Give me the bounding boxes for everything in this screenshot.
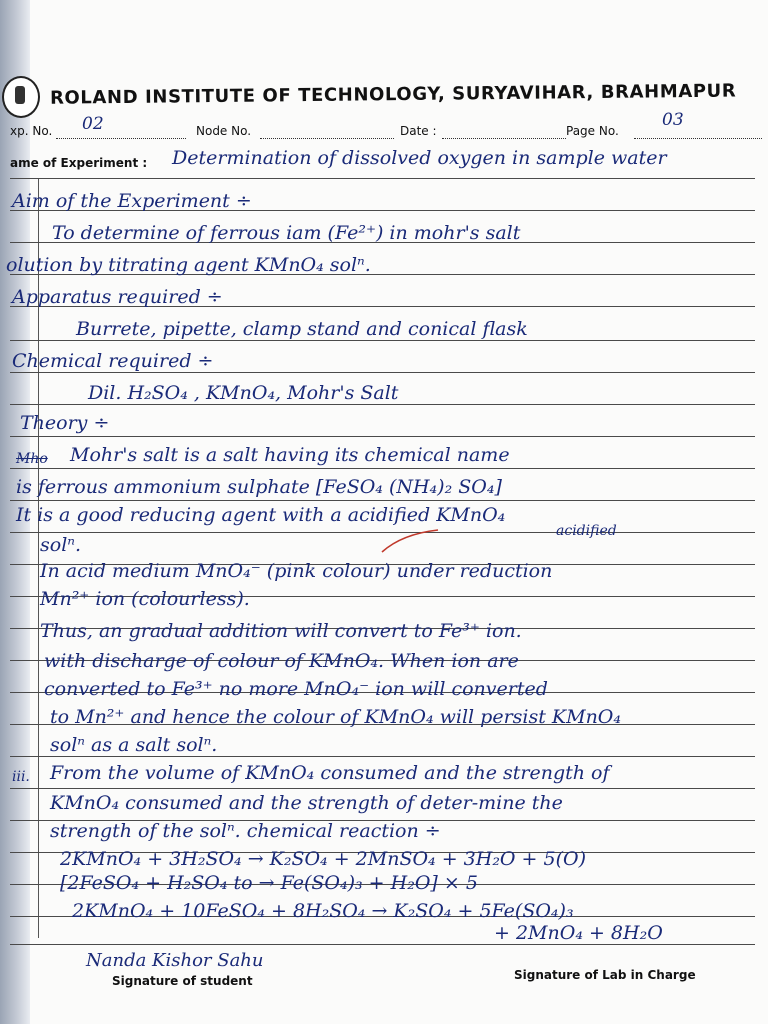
ruled-line [10, 404, 755, 405]
ruled-line [10, 500, 755, 501]
record-fields-row [10, 120, 760, 142]
reaction-2: [2FeSO₄ + H₂SO₄ to → Fe(SO₄)₃ + H₂O] × 5 [60, 872, 478, 894]
theory-text-5: In acid medium MnO₄⁻ (pink colour) under reduction [40, 560, 553, 582]
ruled-line [10, 436, 755, 437]
theory-text-9: converted to Fe³⁺ no more MnO₄⁻ ion will converted [44, 678, 548, 700]
aim-heading: Aim of the Experiment ÷ [12, 190, 252, 212]
theory-text-2: is ferrous ammonium sulphate [FeSO₄ (NH₄)₂ SO₄] [16, 476, 502, 498]
theory-text-10: to Mn²⁺ and hence the colour of KMnO₄ will persist KMnO₄ [50, 706, 621, 728]
chemical-heading: Chemical required ÷ [12, 350, 214, 372]
struck-word: Mho [16, 451, 48, 467]
theory-text-4: solⁿ. [40, 534, 82, 556]
date-dots [442, 124, 566, 139]
ruled-line [10, 944, 755, 945]
ruled-line [10, 788, 755, 789]
page-no-value: 03 [662, 110, 684, 130]
exp-no-value: 02 [82, 114, 104, 134]
ruled-line [10, 468, 755, 469]
reaction-1: 2KMnO₄ + 3H₂SO₄ → K₂SO₄ + 2MnSO₄ + 3H₂O + 5(O) [60, 848, 586, 870]
theory-text-8: with discharge of colour of KMnO₄. When ion are [44, 650, 519, 672]
reaction-3: 2KMnO₄ + 10FeSO₄ + 8H₂SO₄ → K₂SO₄ + 5Fe(SO₄)₃ [72, 900, 574, 922]
student-signature-label: Signature of student [112, 974, 253, 988]
ruled-line [10, 756, 755, 757]
date-label: Date : [400, 124, 437, 138]
page-no-label: Page No. [566, 124, 619, 138]
ruled-line [10, 340, 755, 341]
aim-text-1: To determine of ferrous iam (Fe²⁺) in mohr's salt [52, 222, 521, 244]
theory-text-6: Mn²⁺ ion (colourless). [40, 588, 250, 610]
roman-marker: iii. [12, 769, 30, 785]
theory-heading: Theory ÷ [20, 412, 110, 434]
node-no-label: Node No. [196, 124, 252, 138]
experiment-name-value: Determination of dissolved oxygen in sample water [172, 147, 667, 169]
experiment-name-label: ame of Experiment : [10, 156, 148, 170]
ruled-line [10, 178, 755, 179]
exp-no-label: xp. No. [10, 124, 53, 138]
apparatus-text: Burrete, pipette, clamp stand and conical flask [76, 318, 528, 340]
red-correction-stroke-icon [380, 528, 440, 554]
chemical-text: Dil. H₂SO₄ , KMnO₄, Mohr's Salt [88, 382, 399, 404]
institute-header: ROLAND INSTITUTE OF TECHNOLOGY, SURYAVIHAR, BRAHMAPUR [49, 80, 737, 109]
theory-text-11: solⁿ as a salt solⁿ. [50, 734, 218, 756]
lab-incharge-signature-label: Signature of Lab in Charge [514, 968, 696, 982]
theory-text-14: strength of the solⁿ. chemical reaction ÷ [50, 820, 441, 842]
theory-text-1: Mohr's salt is a salt having its chemical name [70, 444, 510, 466]
correction-note: acidified [556, 523, 617, 539]
theory-text-7: Thus, an gradual addition will convert to Fe³⁺ ion. [40, 620, 522, 642]
page-no-dots [634, 124, 762, 139]
theory-text-3: It is a good reducing agent with a acidified KMnO₄ [16, 504, 506, 526]
apparatus-heading: Apparatus required ÷ [12, 286, 223, 308]
institute-logo-icon [2, 76, 40, 118]
theory-text-12: From the volume of KMnO₄ consumed and the strength of [50, 762, 610, 784]
aim-text-2: olution by titrating agent KMnO₄ solⁿ. [6, 254, 371, 276]
ruled-line [10, 372, 755, 373]
student-signature: Nanda Kishor Sahu [86, 950, 264, 971]
exp-no-dots [56, 124, 186, 139]
theory-text-13: KMnO₄ consumed and the strength of deter-mine the [50, 792, 563, 814]
reaction-3-cont: + 2MnO₄ + 8H₂O [494, 922, 663, 944]
node-no-dots [260, 124, 394, 139]
